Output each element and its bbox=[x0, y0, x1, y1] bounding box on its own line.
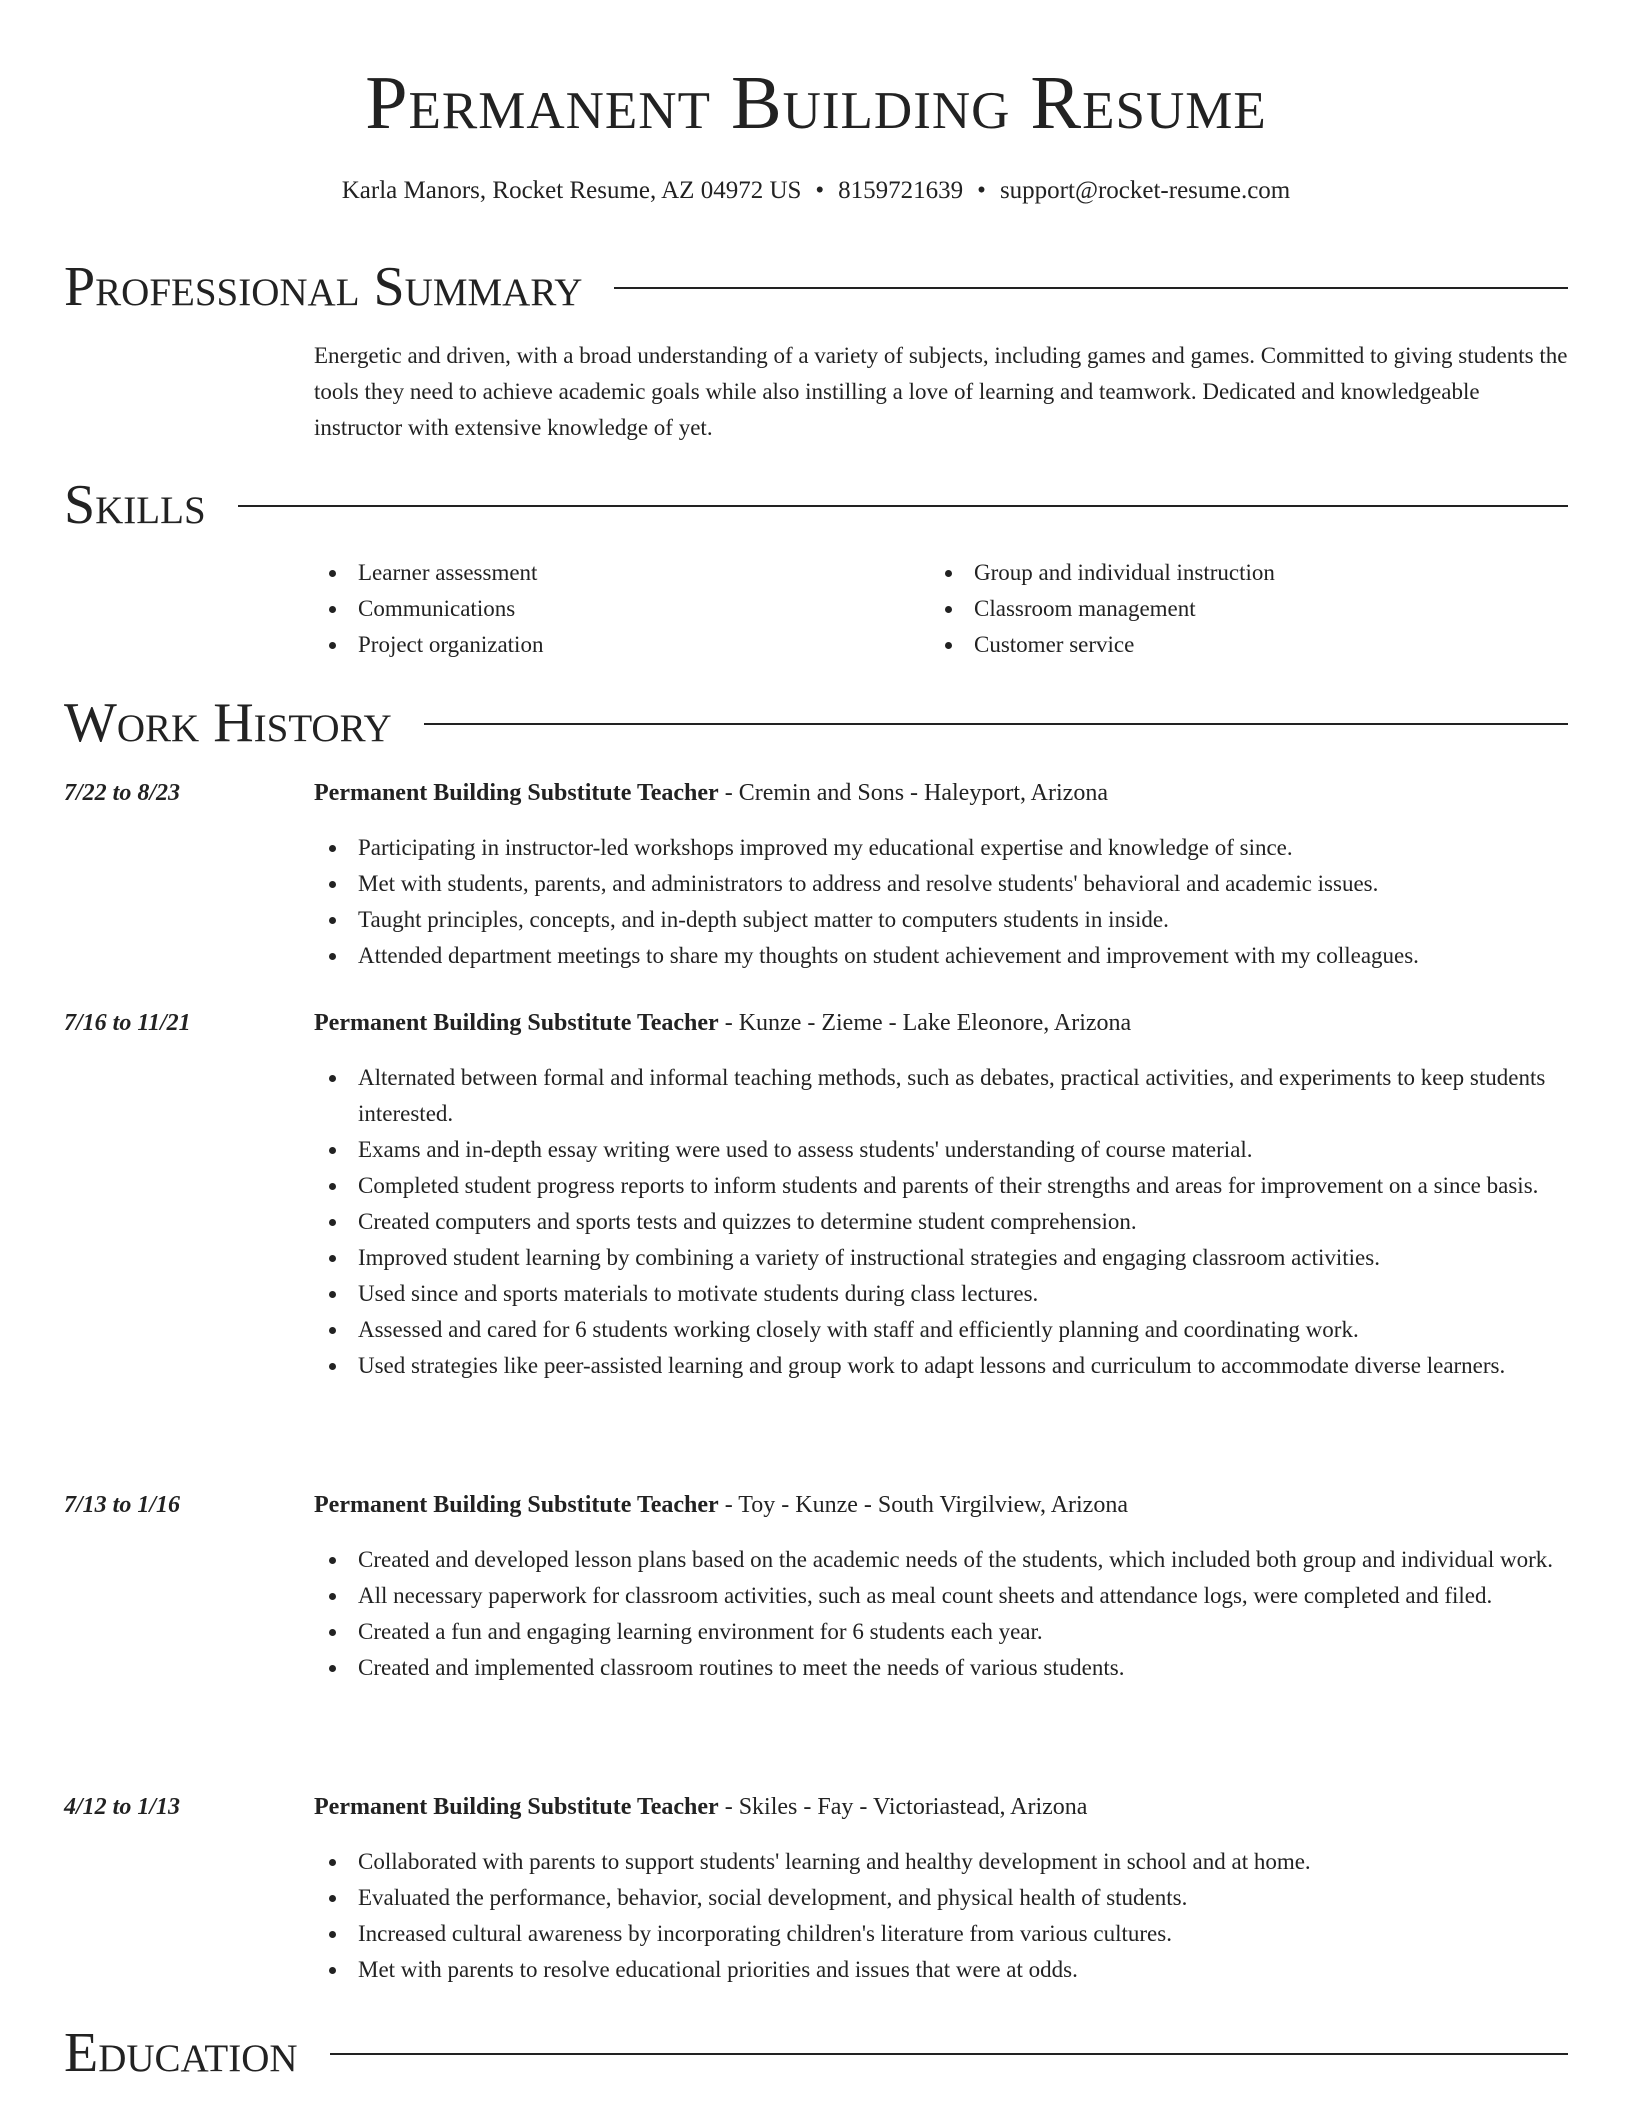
job-bullet: Completed student progress reports to inform students and parents of their strengths and areas for improvement on a since basis. bbox=[314, 1168, 1568, 1204]
job-title: Permanent Building Substitute Teacher bbox=[314, 1010, 719, 1036]
job-employer: - Kunze - Zieme - Lake Eleonore, Arizona bbox=[718, 1010, 1132, 1036]
job-employer: - Cremin and Sons - Haleyport, Arizona bbox=[718, 780, 1108, 806]
job-dates: 7/22 to 8/23 bbox=[64, 780, 181, 806]
job-bullets bbox=[314, 830, 1568, 974]
job-dates: 7/13 to 1/16 bbox=[64, 1492, 181, 1518]
job-bullet: Improved student learning by combining a variety of instructional strategies and engaging classroom activities. bbox=[314, 1240, 1568, 1276]
job-title: Permanent Building Substitute Teacher bbox=[314, 1492, 719, 1518]
skill-item: Communications bbox=[314, 591, 914, 627]
summary-text: Energetic and driven, with a broad understanding of a variety of subjects, including games and games. Committed to giving students the tools they need to achieve academic goals while also instilling a love of learning and teamwork. Dedicated and knowledgeable instructor with extensive knowledge of yet. bbox=[314, 343, 1568, 440]
contact-phone: 8159721639 bbox=[838, 177, 964, 204]
skill-item: Customer service bbox=[930, 627, 1550, 663]
job-bullet: Used strategies like peer-assisted learning and group work to adapt lessons and curriculum to accommodate diverse learners. bbox=[314, 1348, 1568, 1384]
job-header bbox=[314, 1488, 1128, 1522]
education-heading: Education bbox=[64, 2022, 298, 2084]
job-title: Permanent Building Substitute Teacher bbox=[314, 1794, 719, 1820]
job-bullet: Participating in instructor-led workshops improved my educational expertise and knowledge of since. bbox=[314, 830, 1568, 866]
contact-email: support@rocket-resume.com bbox=[999, 177, 1291, 204]
contact-line bbox=[0, 174, 1632, 208]
job-bullets bbox=[314, 1844, 1568, 1988]
job-bullet: Used since and sports materials to motivate students during class lectures. bbox=[314, 1276, 1568, 1312]
job-bullet: Attended department meetings to share my thoughts on student achievement and improvement with my colleagues. bbox=[314, 938, 1568, 974]
job-bullet: Exams and in-depth essay writing were used to assess students' understanding of course material. bbox=[314, 1132, 1568, 1168]
education-section-header bbox=[64, 2018, 1568, 2088]
job-bullets bbox=[314, 1542, 1568, 1686]
job-bullet: Created computers and sports tests and quizzes to determine student comprehension. bbox=[314, 1204, 1568, 1240]
work-history-heading: Work History bbox=[64, 692, 392, 754]
summary-section-header bbox=[64, 252, 1568, 322]
skill-item: Project organization bbox=[314, 627, 914, 663]
summary-heading: Professional Summary bbox=[64, 256, 583, 318]
job-bullet: Met with parents to resolve educational priorities and issues that were at odds. bbox=[314, 1952, 1568, 1988]
contact-separator: • bbox=[977, 177, 986, 204]
skill-item: Group and individual instruction bbox=[930, 555, 1550, 591]
skills-list-left bbox=[314, 555, 914, 663]
job-bullets bbox=[314, 1060, 1568, 1384]
job-employer: - Toy - Kunze - South Virgilview, Arizona bbox=[718, 1492, 1128, 1518]
work-history-section-header bbox=[64, 688, 1568, 758]
job-title: Permanent Building Substitute Teacher bbox=[314, 780, 719, 806]
job-bullet: Taught principles, concepts, and in-depth subject matter to computers students in inside. bbox=[314, 902, 1568, 938]
job-dates: 4/12 to 1/13 bbox=[64, 1794, 181, 1820]
skill-item: Classroom management bbox=[930, 591, 1550, 627]
job-header bbox=[314, 776, 1108, 810]
job-bullet: Created and developed lesson plans based on the academic needs of the students, which included both group and individual work. bbox=[314, 1542, 1568, 1578]
section-divider bbox=[424, 723, 1568, 725]
job-bullet: Increased cultural awareness by incorporating children's literature from various cultures. bbox=[314, 1916, 1568, 1952]
contact-address: Karla Manors, Rocket Resume, AZ 04972 US bbox=[341, 177, 802, 204]
job-bullet: Created a fun and engaging learning environment for 6 students each year. bbox=[314, 1614, 1568, 1650]
section-divider bbox=[614, 287, 1568, 289]
job-bullet: Alternated between formal and informal teaching methods, such as debates, practical activities, and experiments to keep students interested. bbox=[314, 1060, 1568, 1132]
job-bullet: Assessed and cared for 6 students working closely with staff and efficiently planning and coordinating work. bbox=[314, 1312, 1568, 1348]
job-bullet: Collaborated with parents to support students' learning and healthy development in school and at home. bbox=[314, 1844, 1568, 1880]
contact-separator: • bbox=[815, 177, 825, 204]
job-bullet: Evaluated the performance, behavior, social development, and physical health of students. bbox=[314, 1880, 1568, 1916]
resume-title: Permanent Building Resume bbox=[365, 61, 1267, 145]
job-bullet: Created and implemented classroom routines to meet the needs of various students. bbox=[314, 1650, 1568, 1686]
skills-list-right bbox=[930, 555, 1550, 663]
skills-heading: Skills bbox=[64, 474, 206, 536]
skills-section-header bbox=[64, 470, 1568, 540]
section-divider bbox=[238, 505, 1568, 507]
job-header bbox=[314, 1790, 1087, 1824]
job-employer: - Skiles - Fay - Victoriastead, Arizona bbox=[718, 1794, 1088, 1820]
job-header bbox=[314, 1006, 1131, 1040]
job-bullet: All necessary paperwork for classroom activities, such as meal count sheets and attendance logs, were completed and filed. bbox=[314, 1578, 1568, 1614]
skill-item: Learner assessment bbox=[314, 555, 914, 591]
job-dates: 7/16 to 11/21 bbox=[64, 1010, 191, 1036]
section-divider bbox=[330, 2053, 1568, 2055]
job-bullet: Met with students, parents, and administrators to address and resolve students' behavioral and academic issues. bbox=[314, 866, 1568, 902]
